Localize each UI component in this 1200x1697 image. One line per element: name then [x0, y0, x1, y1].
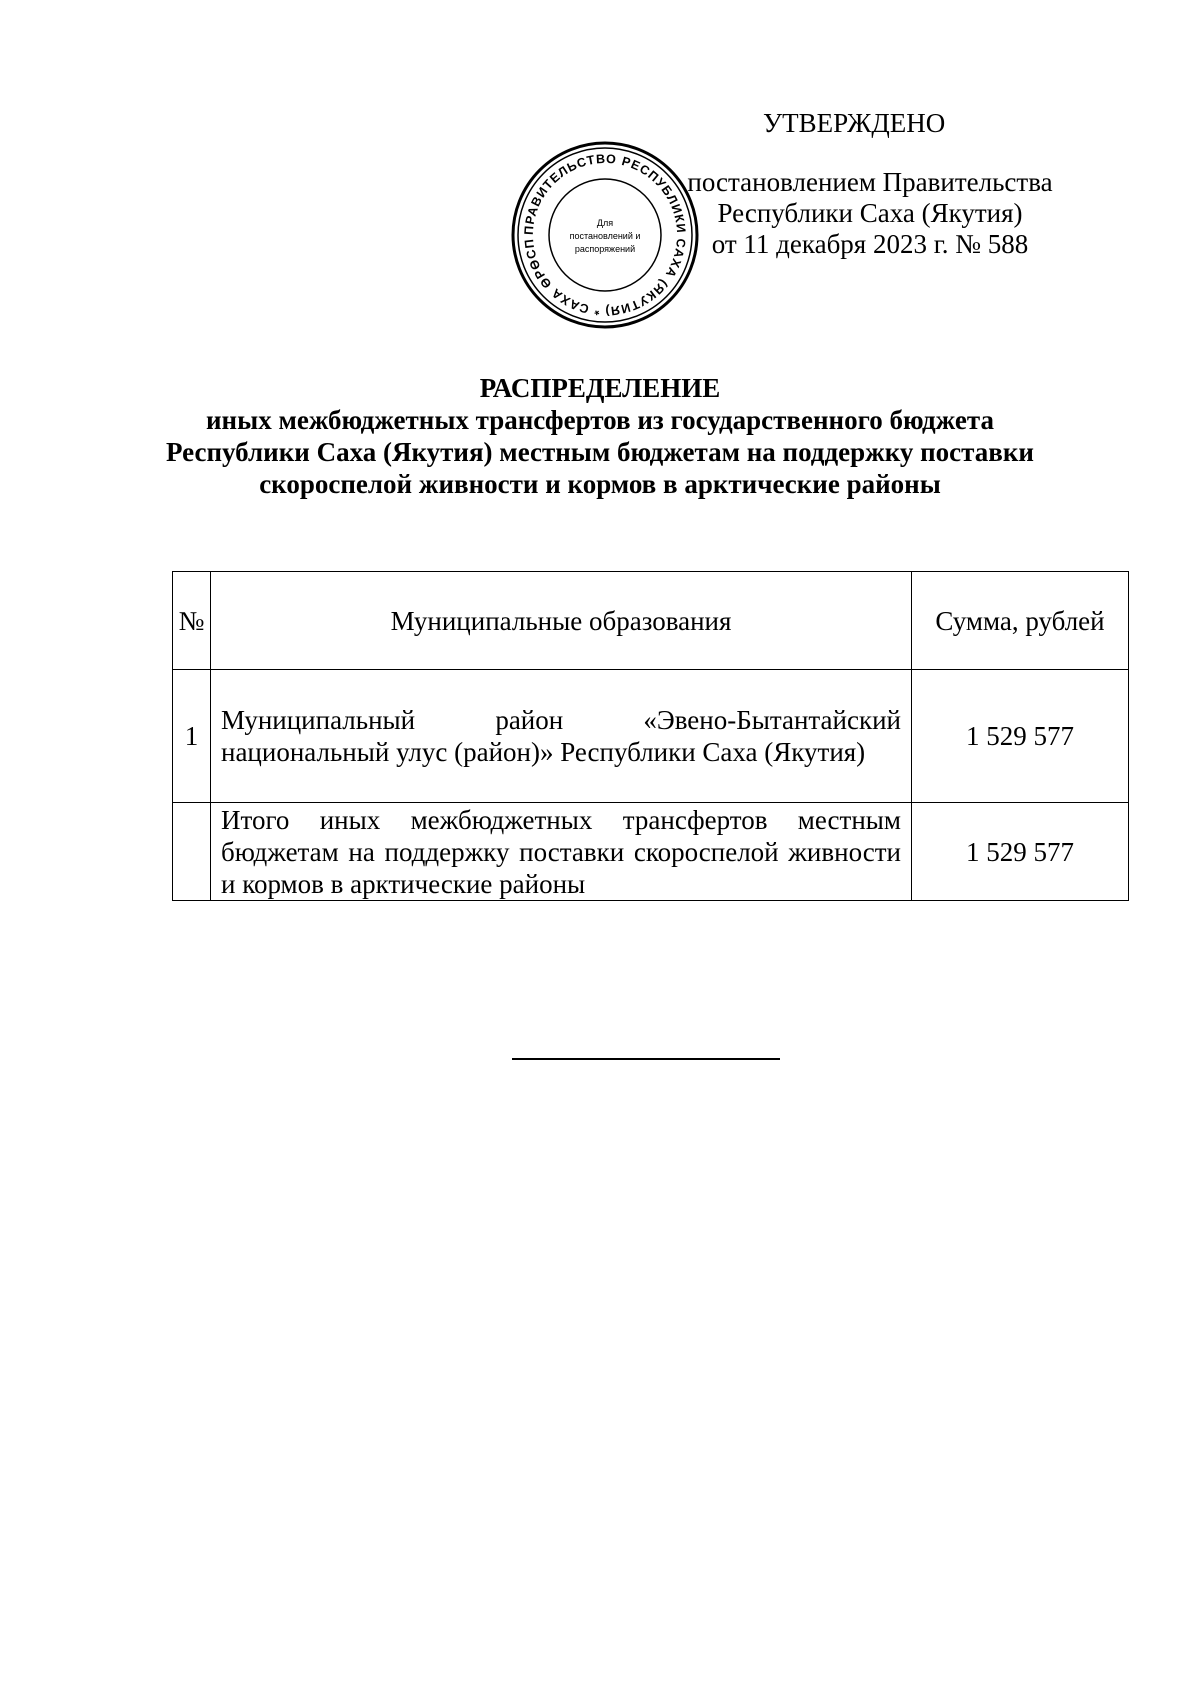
row-num	[173, 803, 211, 901]
header-name: Муниципальные образования	[211, 572, 912, 670]
approval-line-3: от 11 декабря 2023 г. № 588	[711, 229, 1029, 259]
table-total-row	[173, 803, 1129, 901]
title-line-3: Республики Саха (Якутия) местным бюджетам на поддержку поставки	[166, 437, 1034, 467]
header-num: №	[173, 572, 211, 670]
approval-block	[660, 108, 1080, 260]
approval-details	[660, 167, 1080, 260]
table-row	[173, 670, 1129, 803]
svg-text:ПРАВИТЕЛЬСТВО РЕСПУБЛИКИ САХА: ПРАВИТЕЛЬСТВО РЕСПУБЛИКИ САХА (ЯКУТИЯ) * САХА ӨРӨСП	[521, 151, 689, 319]
row-name: Итого иных межбюджетных трансфертов местным бюджетам на поддержку поставки скороспелой живности и кормов в арктические районы	[211, 803, 912, 901]
header-sum: Сумма, рублей	[912, 572, 1129, 670]
table-header-row	[173, 572, 1129, 670]
row-name: Муниципальный район «Эвено-Бытантайский национальный улус (район)» Республики Саха (Якутия)	[211, 670, 912, 803]
svg-text:Для: Для	[596, 218, 614, 228]
document-title	[130, 372, 1070, 500]
approval-line-1: постановлением Правительства	[687, 167, 1053, 197]
approval-heading: УТВЕРЖДЕНО	[763, 108, 946, 138]
title-line-2: иных межбюджетных трансфертов из государственного бюджета	[206, 405, 994, 435]
svg-text:распоряжений: распоряжений	[574, 244, 636, 254]
distribution-table	[172, 571, 1129, 901]
end-divider	[512, 1058, 780, 1060]
row-sum: 1 529 577	[912, 670, 1129, 803]
title-line-1: РАСПРЕДЕЛЕНИЕ	[479, 373, 721, 403]
row-sum: 1 529 577	[912, 803, 1129, 901]
approval-line-2: Республики Саха (Якутия)	[717, 198, 1023, 228]
row-num: 1	[173, 670, 211, 803]
title-line-4: скороспелой живности и кормов в арктические районы	[259, 469, 941, 499]
svg-text:постановлений и: постановлений и	[569, 231, 641, 241]
